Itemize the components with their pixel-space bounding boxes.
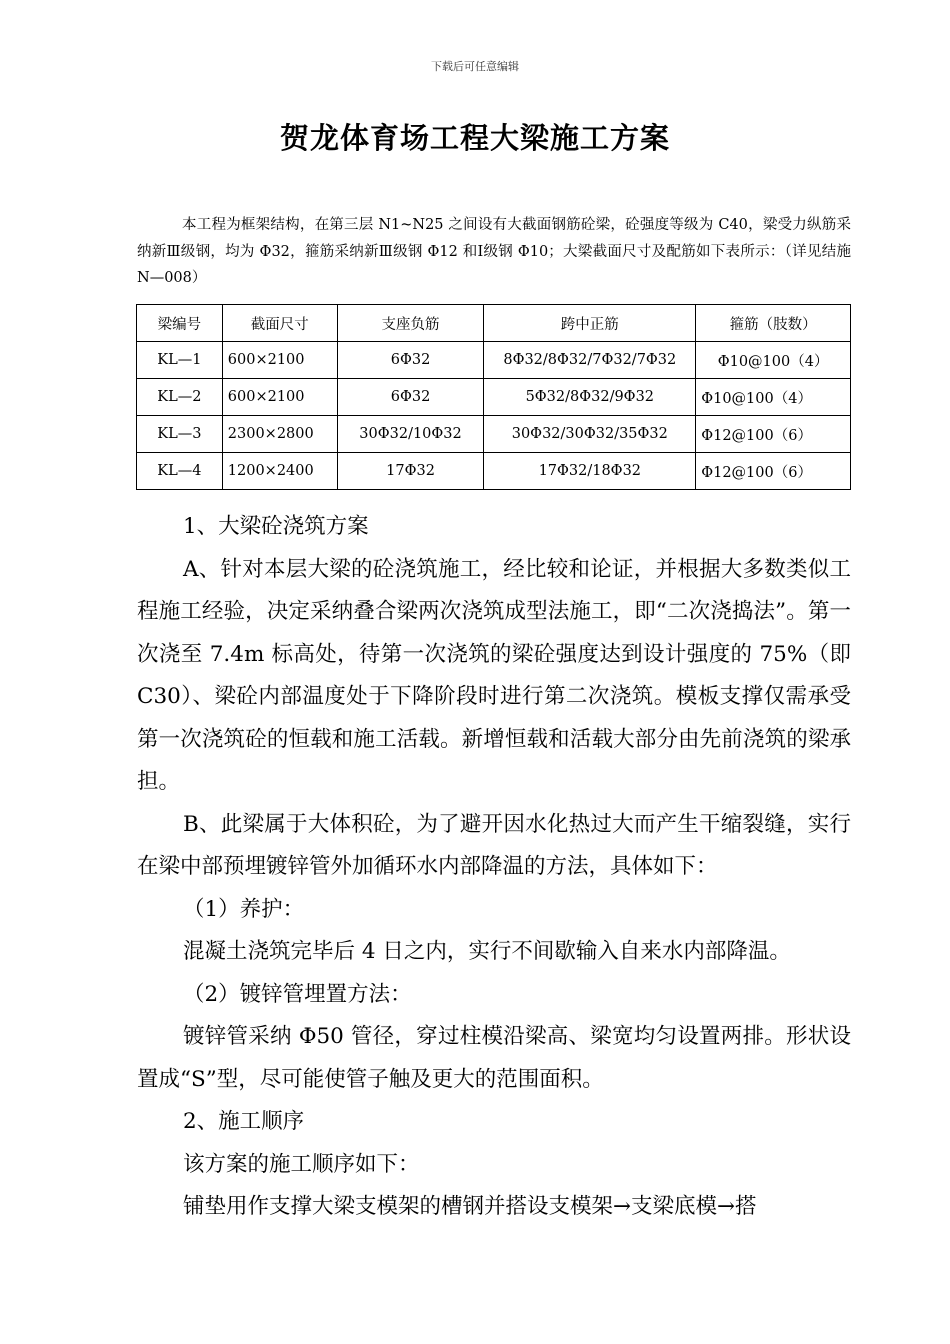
section-2-heading: 2、施工顺序 [183,1109,305,1134]
table-header-cell: 箍筋（肢数） [696,305,851,342]
table-row [137,416,851,453]
table-cell: 6Φ32 [337,342,484,379]
table-row [137,379,851,416]
subsection-pipe-heading: （2）镀锌管埋置方法： [183,981,412,1007]
section-2-sequence-text: 铺垫用作支撑大梁支模架的槽钢并搭设支模架→支梁底模→搭 [183,1194,757,1219]
table-cell: 5Φ32/8Φ32/9Φ32 [484,379,696,416]
table-cell: 6Φ32 [337,379,484,416]
document-title: 贺龙体育场工程大梁施工方案 [279,121,670,155]
intro-paragraph: 本工程为框架结构，在第三层 N1~N25 之间设有大截面钢筋砼梁，砼强度等级为 C40，梁受力纵筋采纳新Ⅲ级钢，均为 Φ32，箍筋采纳新Ⅲ级钢 Φ12 和Ⅰ级钢 Φ10；大梁截面尺寸及配筋如下表所示：（详见结施 N—008） [137,217,851,286]
table-cell: 1200×2400 [222,453,337,490]
section-1-paragraph-a: A、针对本层大梁的砼浇筑施工，经比较和论证，并根据大多数类似工程施工经验，决定采纳叠合梁两次浇筑成型法施工，即“二次浇捣法”。第一次浇至 7.4m 标高处，待第一次浇筑的梁砼强度达到设计强度的 75%（即 C30）、梁砼内部温度处于下降阶段时进行第二次浇筑。模板支撑仅需承受第一次浇筑砼的恒载和施工活载。新增恒载和活载大部分由先前浇筑的梁承担。 [137,556,851,794]
subsection-pipe-text: 镀锌管采纳 Φ50 管径，穿过柱模沿梁高、梁宽均匀设置两排。形状设置成“S”型，尽可能使管子触及更大的范围面积。 [137,1024,851,1092]
table-header-cell: 截面尺寸 [222,305,337,342]
section-1-paragraph-b: B、此梁属于大体积砼，为了避开因水化热过大而产生干缩裂缝，实行在梁中部预埋镀锌管外加循环水内部降温的方法，具体如下： [137,811,851,879]
body-content [137,506,851,1229]
table-cell: KL—1 [137,342,223,379]
table-cell: 17Φ32 [337,453,484,490]
table-header-row [137,305,851,342]
table-cell: 30Φ32/30Φ32/35Φ32 [484,416,696,453]
table-header-cell: 支座负筋 [337,305,484,342]
table-cell: 600×2100 [222,379,337,416]
section-1-heading: 1、大梁砼浇筑方案 [183,514,369,539]
table-cell: KL—2 [137,379,223,416]
section-2-intro: 该方案的施工顺序如下： [183,1151,420,1177]
table-row [137,453,851,490]
table-cell: Φ10@100（4） [696,342,851,379]
table-cell: KL—3 [137,416,223,453]
subsection-curing-text: 混凝土浇筑完毕后 4 日之内，实行不间歇输入自来水内部降温。 [183,939,791,964]
beam-spec-table [136,304,851,490]
page-header-note: 下载后可任意编辑 [431,60,519,73]
table-cell: Φ12@100（6） [696,416,851,453]
table-cell: KL—4 [137,453,223,490]
subsection-curing-heading: （1）养护： [183,896,305,922]
table-cell: 2300×2800 [222,416,337,453]
table-row [137,342,851,379]
table-cell: Φ12@100（6） [696,453,851,490]
table-header-cell: 梁编号 [137,305,223,342]
table-cell: Φ10@100（4） [696,379,851,416]
table-cell: 17Φ32/18Φ32 [484,453,696,490]
table-cell: 8Φ32/8Φ32/7Φ32/7Φ32 [484,342,696,379]
table-cell: 600×2100 [222,342,337,379]
table-header-cell: 跨中正筋 [484,305,696,342]
table-cell: 30Φ32/10Φ32 [337,416,484,453]
